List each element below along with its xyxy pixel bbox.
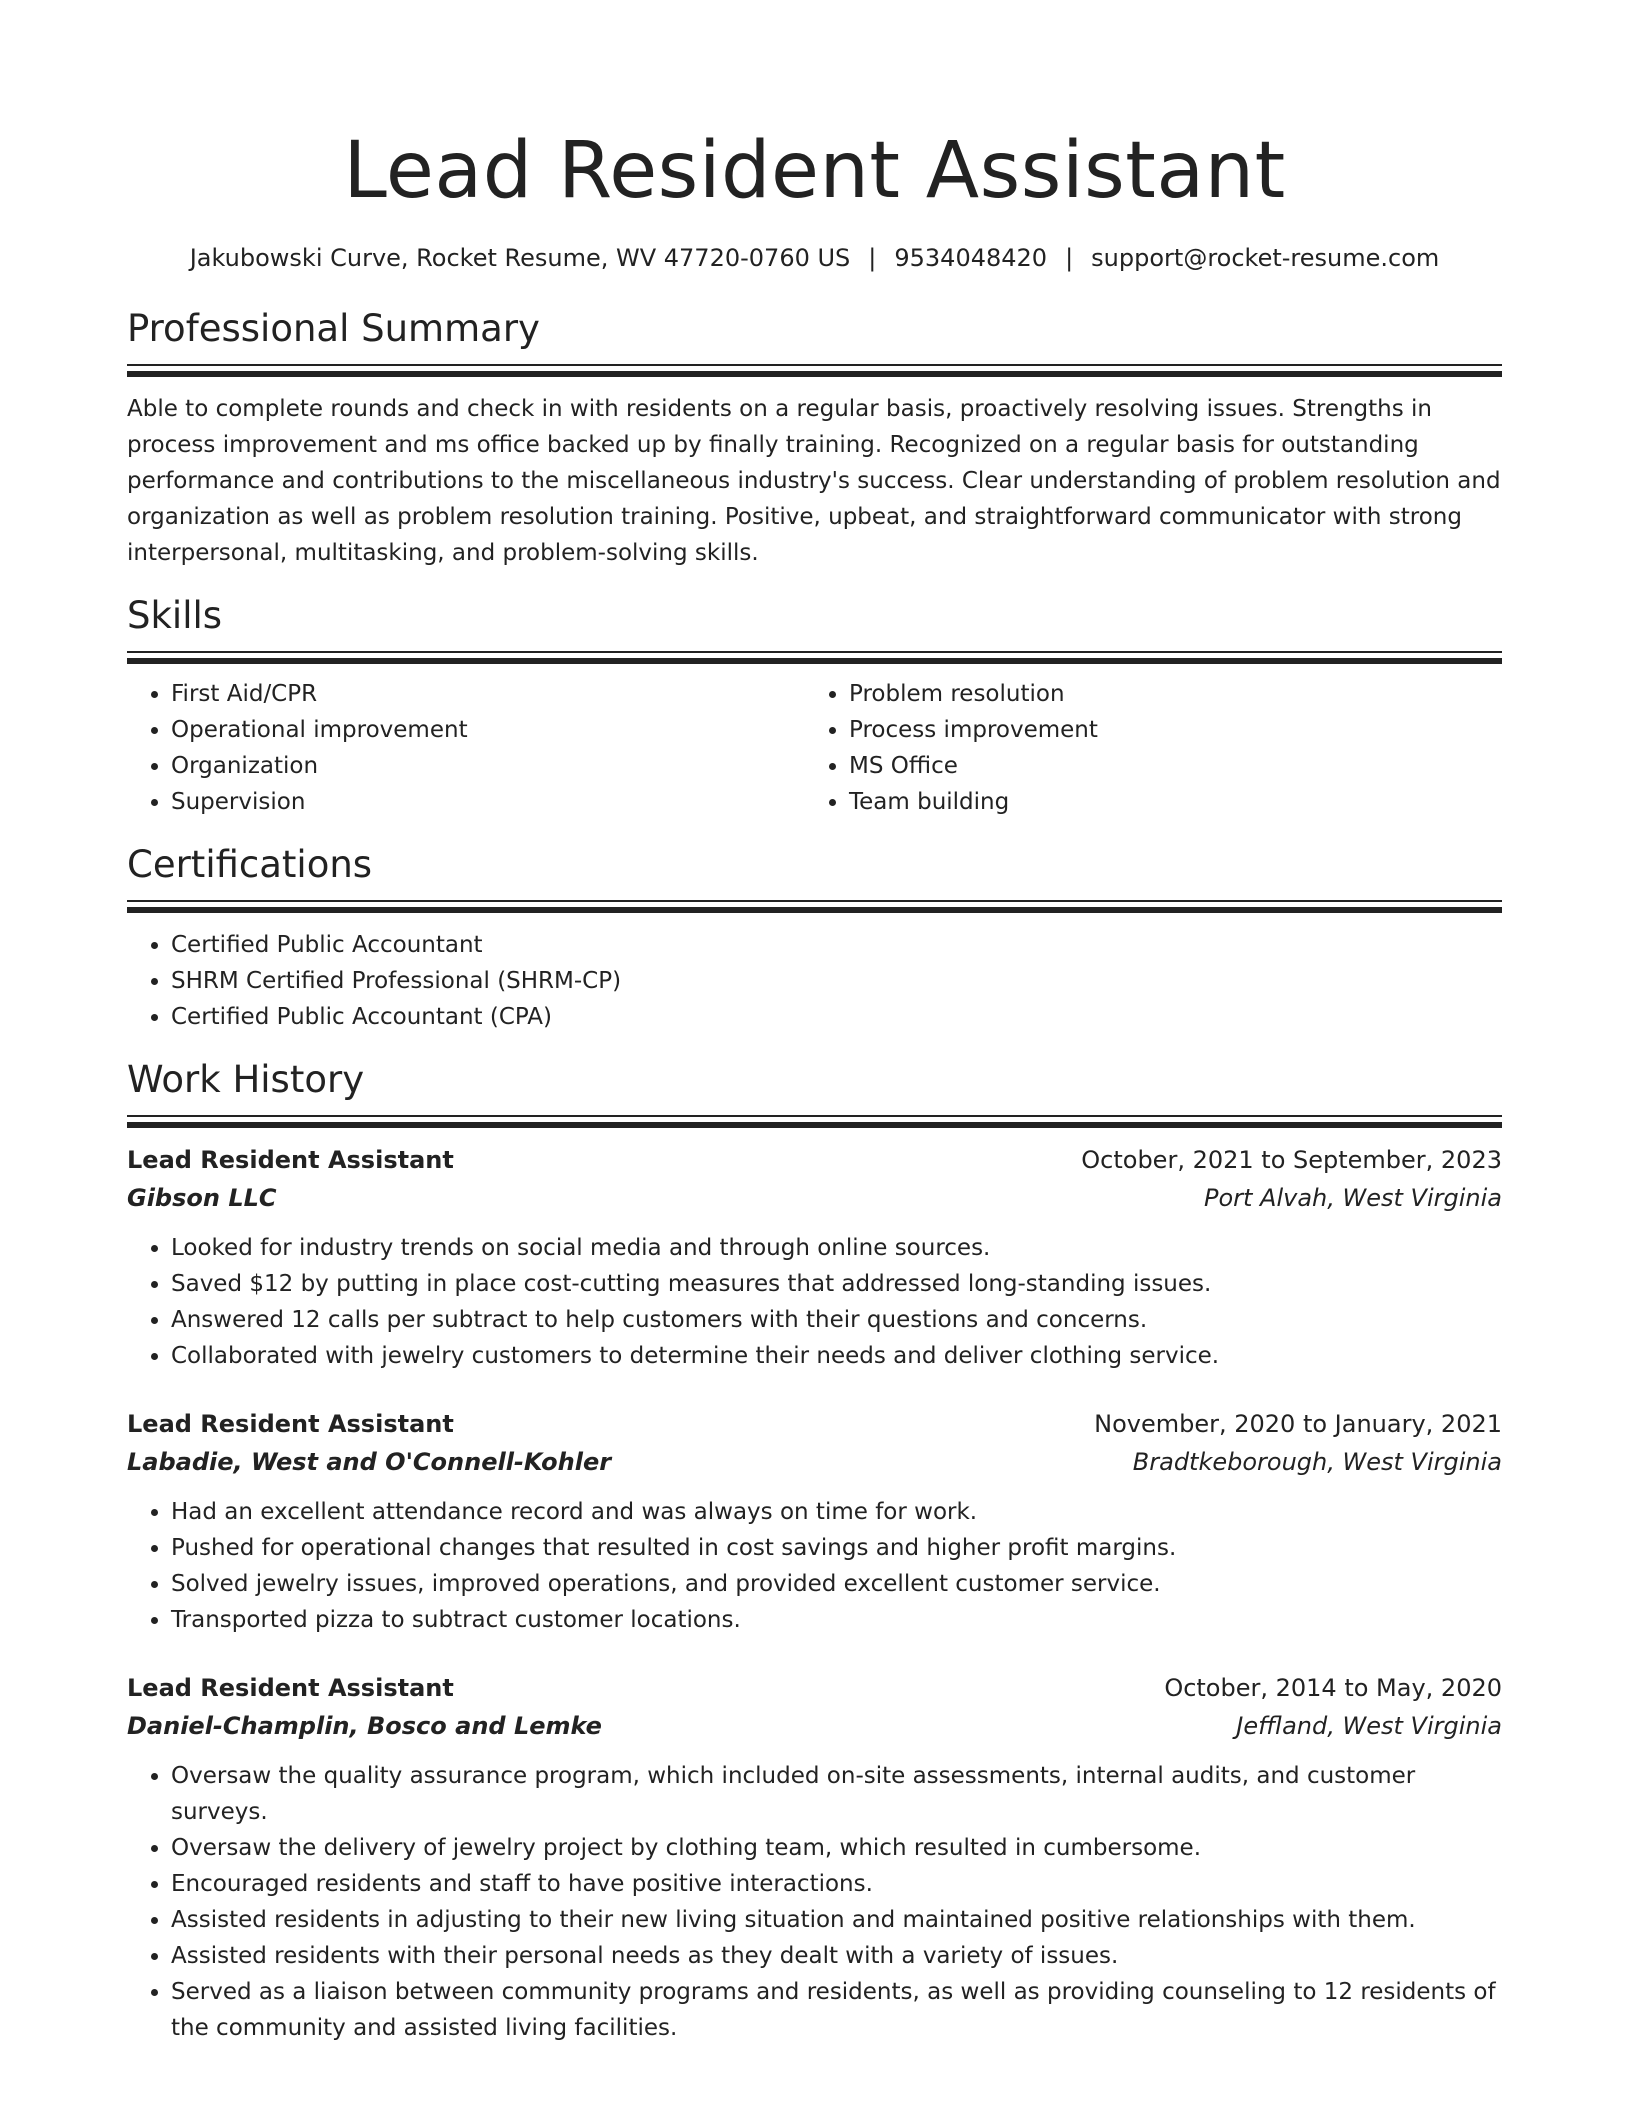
job-bullet: • Encouraged residents and staff to have positive interactions.	[171, 1866, 1502, 1902]
section-divider	[127, 364, 1502, 377]
job-bullet: • Had an excellent attendance record and was always on time for work.	[171, 1494, 1502, 1530]
resume-page	[127, 0, 1502, 2046]
section-title-certifications: Certifications	[127, 843, 373, 886]
job-bullet: • Pushed for operational changes that resulted in cost savings and higher profit margins.	[171, 1530, 1502, 1566]
job-bullets	[127, 1758, 1502, 2046]
skill-item: • Organization	[171, 748, 805, 784]
job-dates: October, 2021 to September, 2023	[1081, 1146, 1502, 1174]
job-header	[127, 1142, 1502, 1178]
skills-list-right	[805, 676, 1483, 820]
certification-item: • SHRM Certified Professional (SHRM-CP)	[171, 963, 1502, 999]
summary-section	[127, 306, 1502, 571]
skill-item: • Problem resolution	[849, 676, 1483, 712]
job-bullet: • Saved $12 by putting in place cost-cutting measures that addressed long-standing issues.	[171, 1266, 1502, 1302]
job-entry	[127, 1142, 1502, 1374]
job-title: Lead Resident Assistant	[127, 1146, 454, 1174]
certification-item: • Certified Public Accountant	[171, 927, 1502, 963]
job-entry	[127, 1670, 1502, 2046]
job-bullets	[127, 1494, 1502, 1638]
certification-item: • Certified Public Accountant (CPA)	[171, 999, 1502, 1035]
job-subheader	[127, 1178, 1502, 1218]
work-history-section	[127, 1057, 1502, 2046]
contact-separator: |	[1065, 244, 1074, 272]
job-entry	[127, 1406, 1502, 1638]
skill-item: • Operational improvement	[171, 712, 805, 748]
job-title: Lead Resident Assistant	[127, 1674, 454, 1702]
contact-line	[127, 242, 1502, 274]
job-bullet: • Looked for industry trends on social media and through online sources.	[171, 1230, 1502, 1266]
job-title: Lead Resident Assistant	[127, 1410, 454, 1438]
contact-separator: |	[868, 244, 877, 272]
job-dates: November, 2020 to January, 2021	[1094, 1410, 1502, 1438]
job-company: Labadie, West and O'Connell-Kohler	[127, 1448, 612, 1476]
job-bullet: • Answered 12 calls per subtract to help customers with their questions and concerns.	[171, 1302, 1502, 1338]
skill-item: • Team building	[849, 784, 1483, 820]
skills-grid	[127, 676, 1502, 820]
section-divider	[127, 651, 1502, 664]
skills-list-left	[127, 676, 805, 820]
job-location: Jeffland, West Virginia	[1236, 1712, 1502, 1740]
skill-item: • MS Office	[849, 748, 1483, 784]
section-title-work-history: Work History	[127, 1058, 365, 1101]
job-company: Daniel-Champlin, Bosco and Lemke	[127, 1712, 602, 1740]
job-bullet: • Transported pizza to subtract customer locations.	[171, 1602, 1502, 1638]
skill-item: • Process improvement	[849, 712, 1483, 748]
job-subheader	[127, 1706, 1502, 1746]
skill-item: • First Aid/CPR	[171, 676, 805, 712]
skill-item: • Supervision	[171, 784, 805, 820]
job-dates: October, 2014 to May, 2020	[1164, 1674, 1502, 1702]
job-bullet: • Collaborated with jewelry customers to determine their needs and deliver clothing service.	[171, 1338, 1502, 1374]
job-header	[127, 1670, 1502, 1706]
certifications-list	[127, 927, 1502, 1035]
job-bullet: • Served as a liaison between community programs and residents, as well as providing counseling to 12 residents of the community and assisted living facilities.	[171, 1974, 1502, 2046]
contact-email: support@rocket-resume.com	[1091, 244, 1440, 272]
job-subheader	[127, 1442, 1502, 1482]
job-bullet: • Assisted residents with their personal needs as they dealt with a variety of issues.	[171, 1938, 1502, 1974]
job-bullet: • Oversaw the delivery of jewelry project by clothing team, which resulted in cumbersome.	[171, 1830, 1502, 1866]
summary-text: Able to complete rounds and check in with residents on a regular basis, proactively resolving issues. Strengths in process improvement and ms office backed up by finally training. Recognized on a regular basis for outstanding performance and contributions to the miscellaneous industry's success. Clear understanding of problem resolution and organization as well as problem resolution training. Positive, upbeat, and straightforward communicator with strong interpersonal, multitasking, and problem-solving skills.	[127, 396, 1501, 566]
job-header	[127, 1406, 1502, 1442]
job-company: Gibson LLC	[127, 1184, 277, 1212]
job-bullet: • Oversaw the quality assurance program, which included on-site assessments, internal audits, and customer surveys.	[171, 1758, 1502, 1830]
contact-phone: 9534048420	[894, 244, 1048, 272]
contact-address: Jakubowski Curve, Rocket Resume, WV 47720-0760 US	[189, 244, 851, 272]
section-divider	[127, 900, 1502, 913]
skills-column-left	[127, 676, 805, 820]
skills-column-right	[805, 676, 1483, 820]
job-bullets	[127, 1230, 1502, 1374]
job-bullet: • Assisted residents in adjusting to their new living situation and maintained positive relationships with them.	[171, 1902, 1502, 1938]
job-location: Port Alvah, West Virginia	[1203, 1184, 1502, 1212]
job-bullet: • Solved jewelry issues, improved operations, and provided excellent customer service.	[171, 1566, 1502, 1602]
certifications-section	[127, 842, 1502, 1035]
section-title-summary: Professional Summary	[127, 307, 540, 350]
skills-section	[127, 593, 1502, 820]
section-divider	[127, 1115, 1502, 1128]
resume-name: Lead Resident Assistant	[343, 126, 1286, 216]
job-location: Bradtkeborough, West Virginia	[1132, 1448, 1502, 1476]
section-title-skills: Skills	[127, 594, 223, 637]
